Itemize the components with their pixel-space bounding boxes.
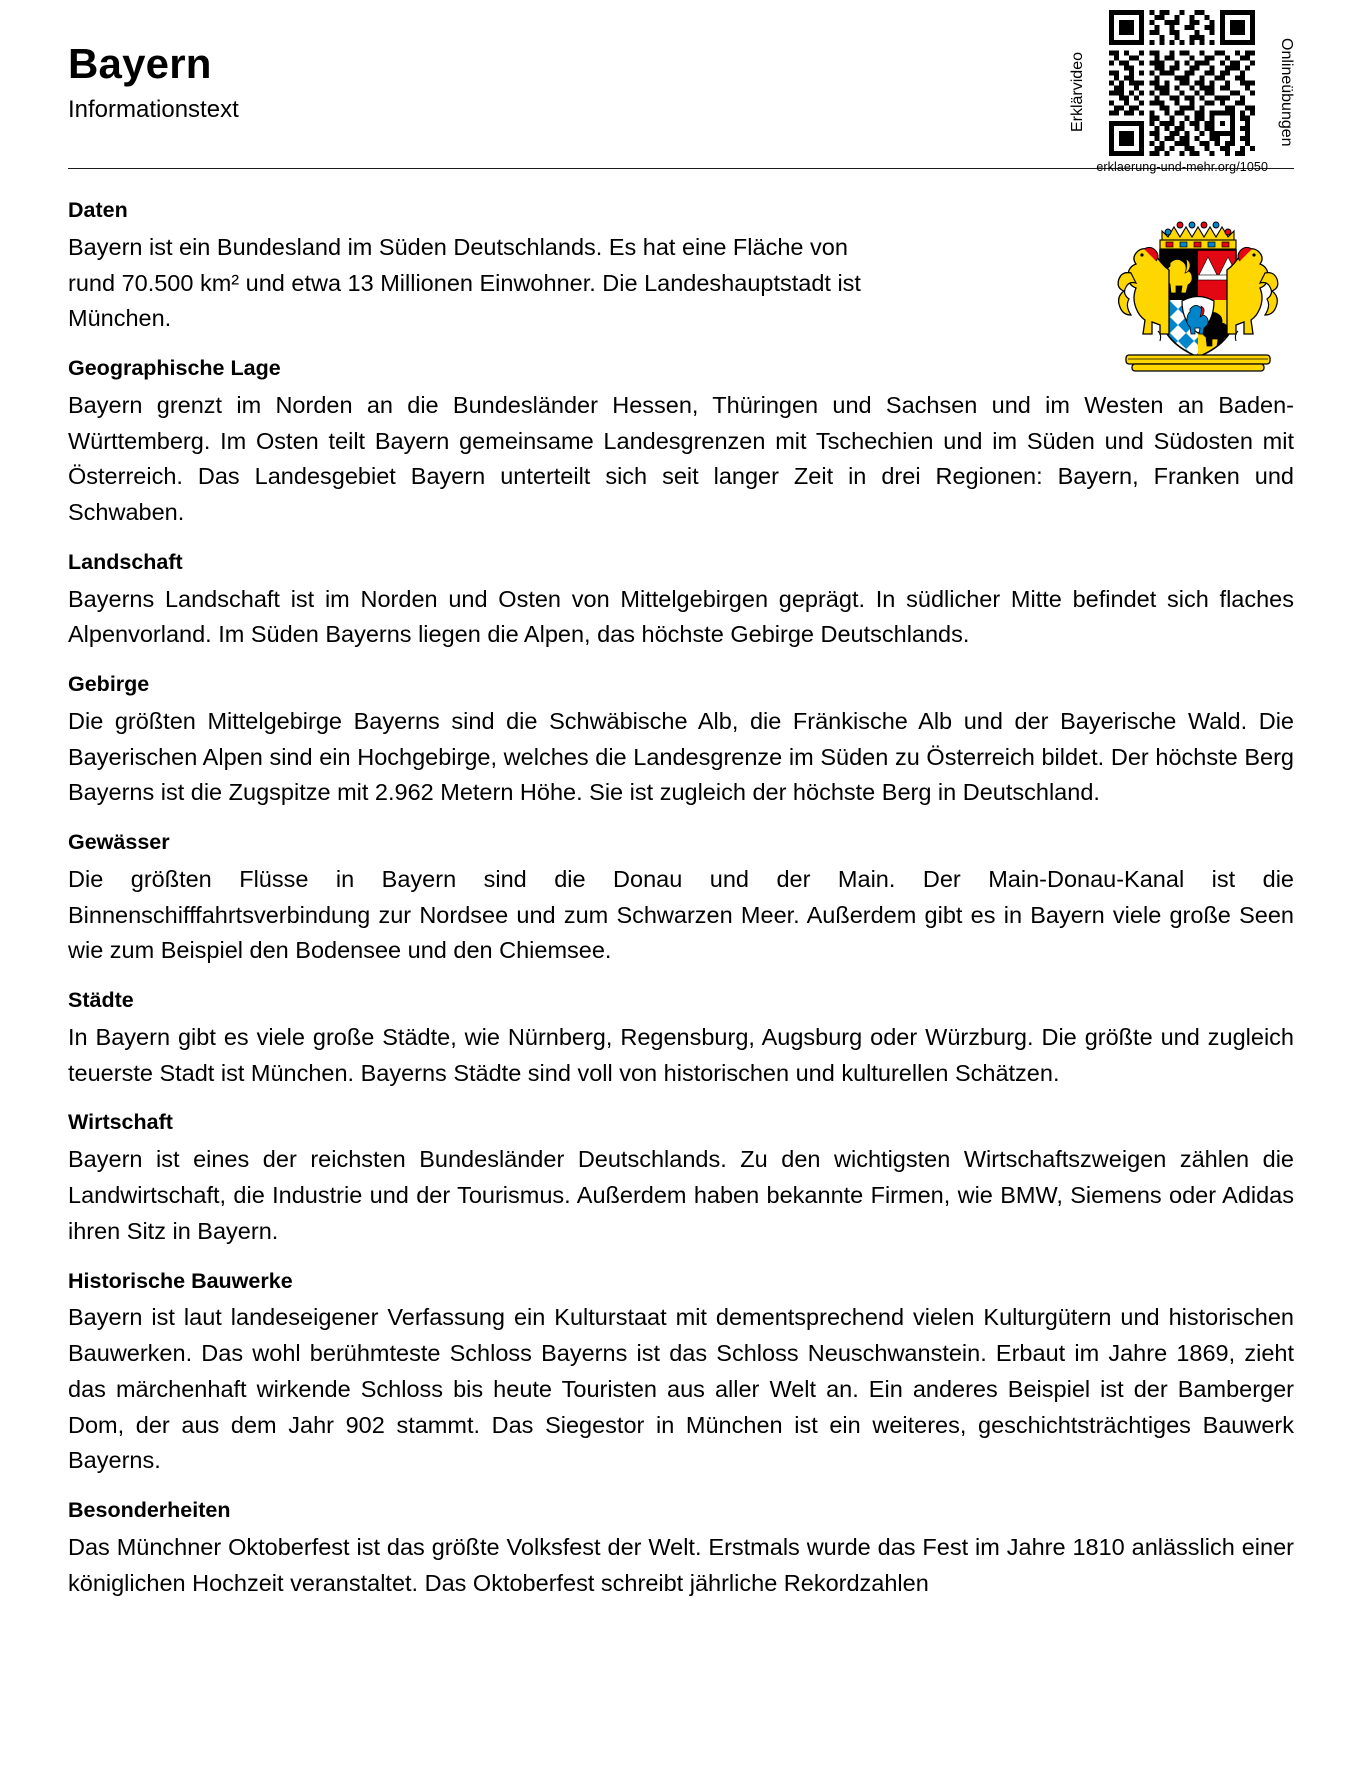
section-body: Bayern ist eines der reichsten Bundesländer Deutschlands. Zu den wichtigsten Wirtschaftszweigen zählen die Landwirtschaft, die Industrie und der Tourismus. Außerdem haben bekannte Firmen, wie BMW, Siemens oder Adidas ihren Sitz in Bayern.	[68, 1146, 1294, 1244]
section-heading: Historische Bauwerke	[68, 1268, 293, 1293]
qr-center	[1096, 10, 1268, 174]
qr-label-onlineuebungen: Onlineübungen	[1278, 37, 1295, 147]
section-besonderheiten	[68, 1497, 1294, 1601]
page-subtitle: Informationstext	[68, 96, 239, 124]
section-body: Bayern ist laut landeseigener Verfassung ein Kulturstaat mit dementsprechend vielen Kulturgütern und historischen Bauwerken. Das wohl berühmteste Schloss Bayerns ist das Schloss Neuschwanstein. Erbaut im Jahre 1869, zieht das märchenhaft wirkende Schloss bis heute Touristen aus aller Welt an. Ein anderes Beispiel ist der Bamberger Dom, der aus dem Jahr 902 stammt. Das Siegestor in München ist ein weiteres, geschichtsträchtiges Bauwerk Bayerns.	[68, 1304, 1294, 1474]
page-title: Bayern	[68, 40, 212, 87]
qr-code-block	[1070, 10, 1294, 174]
qr-label-erklaervideo: Erklärvideo	[1069, 51, 1087, 133]
section-heading: Besonderheiten	[68, 1497, 231, 1522]
section-body: Bayern ist ein Bundesland im Süden Deutschlands. Es hat eine Fläche von rund 70.500 km² und etwa 13 Millionen Einwohner. Die Landeshauptstadt ist München.	[68, 233, 861, 332]
section-heading: Städte	[68, 988, 134, 1013]
section-landschaft	[68, 549, 1294, 653]
section-body: Die größten Flüsse in Bayern sind die Donau und der Main. Der Main-Donau-Kanal ist die Binnenschifffahrtsverbindung zur Nordsee und zum Schwarzen Meer. Außerdem gibt es in Bayern viele große Seen wie zum Beispiel den Bodensee und den Chiemsee.	[68, 866, 1294, 964]
section-gewaesser	[68, 829, 1294, 969]
section-body: In Bayern gibt es viele große Städte, wie Nürnberg, Regensburg, Augsburg oder Würzburg. Die größte und zugleich teuerste Stadt ist München. Bayerns Städte sind voll von historischen und kulturellen Schätzen.	[68, 1024, 1294, 1086]
section-geographische-lage	[68, 355, 1294, 531]
section-body: Die größten Mittelgebirge Bayerns sind die Schwäbische Alb, die Fränkische Alb und der Bayerische Wald. Die Bayerischen Alpen sind ein Hochgebirge, welches die Landesgrenze im Süden zu Österreich bildet. Der höchste Berg Bayerns ist die Zugspitze mit 2.962 Metern Höhe. Sie ist zugleich der höchste Berg in Deutschland.	[68, 707, 1294, 806]
section-heading: Gewässer	[68, 830, 170, 855]
section-heading: Daten	[68, 198, 128, 222]
bavaria-coat-of-arms-image	[1098, 205, 1298, 377]
document-content	[68, 197, 1294, 1601]
document-header	[68, 0, 1295, 174]
qr-url-label: erklaerung-und-mehr.org/1050	[1096, 160, 1268, 174]
qr-code-icon[interactable]	[1109, 10, 1255, 156]
section-gebirge	[68, 671, 1294, 811]
section-heading: Landschaft	[68, 549, 183, 574]
section-body: Bayerns Landschaft ist im Norden und Osten von Mittelgebirgen geprägt. In südlicher Mitte befindet sich flaches Alpenvorland. Im Süden Bayerns liegen die Alpen, das höchste Gebirge Deutschlands.	[68, 585, 1294, 648]
header-titles	[68, 42, 239, 125]
section-heading: Geographische Lage	[68, 356, 281, 381]
section-historische-bauwerke	[68, 1268, 1294, 1479]
section-body: Das Münchner Oktoberfest ist das größte Volksfest der Welt. Erstmals wurde das Fest im Jahre 1810 anlässlich einer königlichen Hochzeit veranstaltet. Das Oktoberfest schreibt jährliche Rekordzahlen	[68, 1533, 1294, 1596]
section-staedte	[68, 987, 1294, 1091]
section-body: Bayern grenzt im Norden an die Bundesländer Hessen, Thüringen und Sachsen und im Westen an Baden-Württemberg. Im Osten teilt Bayern gemeinsame Landesgrenzen mit Tschechien und im Süden und Südosten mit Österreich. Das Landesgebiet Bayern unterteilt sich seit langer Zeit in drei Regionen: Bayern, Franken und Schwaben.	[68, 391, 1294, 526]
section-wirtschaft	[68, 1109, 1294, 1249]
section-heading: Wirtschaft	[68, 1110, 173, 1135]
section-heading: Gebirge	[68, 672, 150, 697]
coat-of-arms-icon	[1098, 205, 1298, 377]
